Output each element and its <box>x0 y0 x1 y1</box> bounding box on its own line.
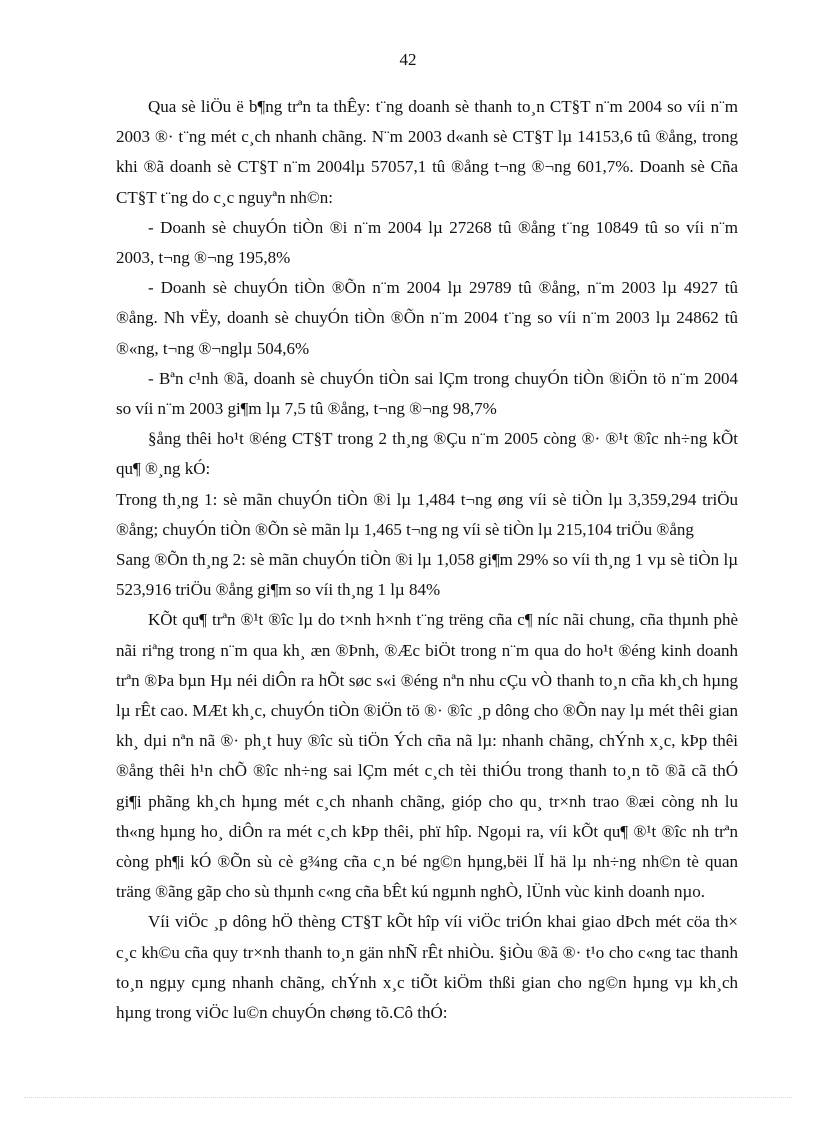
paragraph-results: KÕt qu¶ trªn ®¹t ®îc lµ do t×nh h×nh t¨ng trëng cña c¶ níc nãi chung, cña thµnh phè nãi riªng trong n¨m qua kh¸ æn ®Þnh, ®Æc biÖt trong n¨m qua do ho¹t ®éng kinh doanh trªn ®Þa bµn Hµ néi diÔn ra hÕt søc s«i ®éng nªn nhu cÇu vÒ thanh to¸n cña kh¸ch hµng lµ rÊt cao. MÆt kh¸c, chuyÓn tiÒn ®iÖn tö ®· ®îc ¸p dông cho ®Õn nay lµ mét thêi gian kh¸ dµi nªn nã ®· ph¸t huy ®îc sù tiÖn Ých cña nã lµ: nhanh chãng, chÝnh x¸c, kÞp thêi ®ång thêi h¹n chÕ ®îc nh÷ng sai lÇm mét c¸ch tèi thiÓu trong thanh to¸n tõ ®ã cã thÓ gi¶i phãng kh¸ch hµng mét c¸ch nhanh chãng, gióp cho qu¸ tr×nh trao ®æi còng nh lu th«ng hµng ho¸ diÔn ra mét c¸ch kÞp thêi, phï hîp. Ngoµi ra, víi kÕt qu¶ ®¹t ®îc nh trªn còng ph¶i kÓ ®Õn sù cè g¾ng cña c¸n bé ng©n hµng,bëi lÏ hä lµ nh÷ng nh©n tè quan träng ®ãng gãp cho sù thµnh c«ng cña bÊt kú ngµnh nghÒ, lÜnh vùc kinh doanh nµo. <box>116 610 738 902</box>
paragraph-errors: - Bªn c¹nh ®ã, doanh sè chuyÓn tiÒn sai lÇm trong chuyÓn tiÒn ®iÖn tö n¨m 2004 so víi n¨m 2003 gi¶m lµ 7,5 tû ®ång, t¬ng ®¬ng 98,7% <box>116 368 738 419</box>
paragraph-early-2005: §ång thêi ho¹t ®éng CT§T trong 2 th¸ng ®Çu n¨m 2005 còng ®· ®¹t ®îc nh÷ng kÕt qu¶ ®¸ng kÓ: <box>116 429 738 479</box>
footer-divider <box>24 1097 792 1098</box>
paragraph-month-2: Sang ®Õn th¸ng 2: sè mãn chuyÓn tiÒn ®i lµ 1,058 gi¶m 29% so víi th¸ng 1 vµ sè tiÒn lµ 523,916 triÖu ®ång gi¶m so víi th¸ng 1 lµ 84% <box>116 550 738 600</box>
paragraph-transfer-in: - Doanh sè chuyÓn tiÒn ®Õn n¨m 2004 lµ 29789 tû ®ång, n¨m 2003 lµ 4927 tû ®ång. Nh vËy, doanh sè chuyÓn tiÒn ®Õn n¨m 2004 t¨ng so víi n¨m 2003 lµ 24862 tû ®«ng, t¬ng ®¬nglµ 504,6% <box>116 278 738 358</box>
paragraph-intro: Qua sè liÖu ë b¶ng trªn ta thÊy: t¨ng doanh sè thanh to¸n CT§T n¨m 2004 so víi n¨m 2003 ®· t¨ng mét c¸ch nhanh chãng. N¨m 2003 d«anh sè CT§T lµ 14153,6 tû ®ång, trong khi ®ã doanh sè CT§T n¨m 2004lµ 57057,1 tû ®ång t¬ng ®¬ng 601,7%. Doanh sè Cña CT§T t¨ng do c¸c nguyªn nh©n: <box>116 97 738 207</box>
paragraph-one-stop: Víi viÖc ¸p dông hÖ thèng CT§T kÕt hîp víi viÖc triÓn khai giao dÞch mét cöa th× c¸c kh©u cña quy tr×nh thanh to¸n gän nhÑ rÊt nhiÒu. §iÒu ®ã ®· t¹o cho c«ng tac thanh to¸n ngµy cµng nhanh chãng, chÝnh x¸c tiÕt kiÖm thßi gian cho ng©n hµng vµ kh¸ch hµng trong viÖc lu©n chuyÓn chøng tõ.Cô thÓ: <box>116 912 738 1023</box>
document-body <box>116 92 738 1028</box>
page-number: 42 <box>399 50 417 69</box>
paragraph-month-1: Trong th¸ng 1: sè mãn chuyÓn tiÒn ®i lµ 1,484 t¬ng øng víi sè tiÒn lµ 3,359,294 triÖu ®ång; chuyÓn tiÒn ®Õn sè mãn lµ 1,465 t¬ng ng víi sè tiÒn lµ 215,104 triÖu ®ång <box>116 489 738 539</box>
paragraph-transfer-out: - Doanh sè chuyÓn tiÒn ®i n¨m 2004 lµ 27268 tû ®ång t¨ng 10849 tû so víi n¨m 2003, t¬ng ®¬ng 195,8% <box>116 217 738 268</box>
